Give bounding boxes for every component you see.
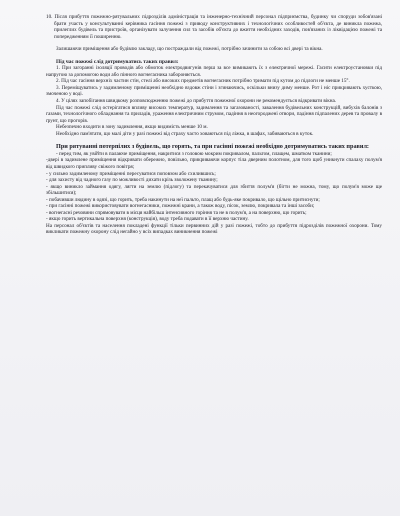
paragraph-10: 10. Після прибуття пожежно-рятувальних підрозділів адміністрація та інженерно-технічний персонал підприємства, будинку чи споруди зобов'язані брати участь у консультуванні керівника гасіння пожежі з приводу конструктивних і технологічних особливостей об'єкта, де виникла пожежа, прилеглих будівель та пристроїв, організувати залучення сил та засобів об'єкта до вжиття необхідних заходів, пов'язаних із ліквідацією пожежі та попередженням її поширенню. [46, 14, 382, 40]
rule-3: 3. Переміщуватись у задимленому приміщенні необхідно вздовж стіни і згинаючись, оскільки внизу диму менше. Рот і ніс прикривають хусткою, змоченою у воді. [46, 84, 382, 98]
bullet-9: - якщо горить вертикальна поверхня (конструкція), воду треба подавати в її верхню частину. [46, 216, 249, 223]
closing-paragraph: На персонал об'єктів та населення покладені функції тільки первинних дій у разі пожежі, тобто до прибуття підрозділів пожежної охорони. Тому викликати пожежну охорону слід негайно у всіх випадках виникнення пожежі [46, 222, 382, 236]
rule-1: 1. При загоранні ізоляції проводів або обмоток електродвигунів перш за все вимикають їх з електричної мережі. Гасити електроустановки під напругою за допомогою води або пінного вогнегасника забороняється. [46, 65, 382, 78]
bullet-5: - якщо виникло займання одягу, лягти на землю (підлогу) та перекачуватися для збиття полум'я (бігти не можна, тому, що полум'я може ще збільшитися); [46, 183, 382, 197]
children-paragraph: Необхідно пам'ятати, що малі діти у разі пожежі від страху часто ховаються під ліжка, в шафах, забиваються в куток. [56, 130, 314, 137]
bullet-1: - перед тим, як увійти в палаюче приміщення, накритися з головою мокрим покривалом, пальтом, плащем, шматком тканини; [56, 150, 332, 157]
bullet-8: - вогнегасні речовини спрямовувати в місця найбільш інтенсивного горіння та не в полум'я, а на поверхню, що горить; [46, 209, 307, 216]
intro-paragraph: Залишаючи приміщення або будівлю закладу, що постраждали від пожежі, потрібно зачинити за собою всі двері та вікна. [56, 46, 323, 53]
fire-rules-heading: Під час пожежі слід дотримуватись таких правил: [56, 58, 179, 65]
danger-paragraph: Під час пожежі слід остерігатися впливу високих температур, задимлення та загазованості, завалення будівельних конструкцій, вибухів балонів з газами, технологічного обладнання та приладів, ураження електричним струмом, падіння в неогороджені отвори, падіння підпалених дерев та провалу в ґрунт, що прогорів. [46, 104, 382, 124]
rule-4: 4. У цілях запобігання швидкому розповсюдженню пожежі до прибуття пожежної охорони не рекомендується відкривати вікна. [56, 98, 337, 105]
bullet-2: -двері в задимлене приміщення відкривати обережно, повільно, прикриваючи корпус тіла дверним полотном, для того щоб уникнути спалаху полум'я від швидкого припливу свіжого повітря; [46, 157, 382, 170]
bullet-6: - побачивши людину в одязі, що горить, треба накинути на неї пальто, плащ або будь-яке покривало, що щільно притиснути; [46, 196, 320, 203]
bullet-7: - при гасінні пожежі використовувати вогнегасники, пожежні крани, а також воду, пісок, землю, покривала та інші засоби; [46, 203, 315, 210]
visibility-paragraph: Небезпечно входити в зону задимлення, якщо видимість менше 10 м. [56, 124, 208, 131]
rescue-rules-heading: При рятуванні потерпілих з будівель, що горять, та при гасінні пожежі необхідно дотримуватись таких правил: [56, 143, 369, 151]
rule-2: 2. Під час гасіння верхніх частин стін, стелі або високих предметів вогнегасник потрібно тримати під кутом до підлоги не менше 15°. [56, 78, 350, 85]
bullet-3: - у сильно задимленому приміщенні пересуватися поповзом або схилившись; [46, 170, 216, 177]
bullet-4: - для захисту від чадного газу по можливості дихати крізь зволожену тканину; [46, 177, 218, 184]
